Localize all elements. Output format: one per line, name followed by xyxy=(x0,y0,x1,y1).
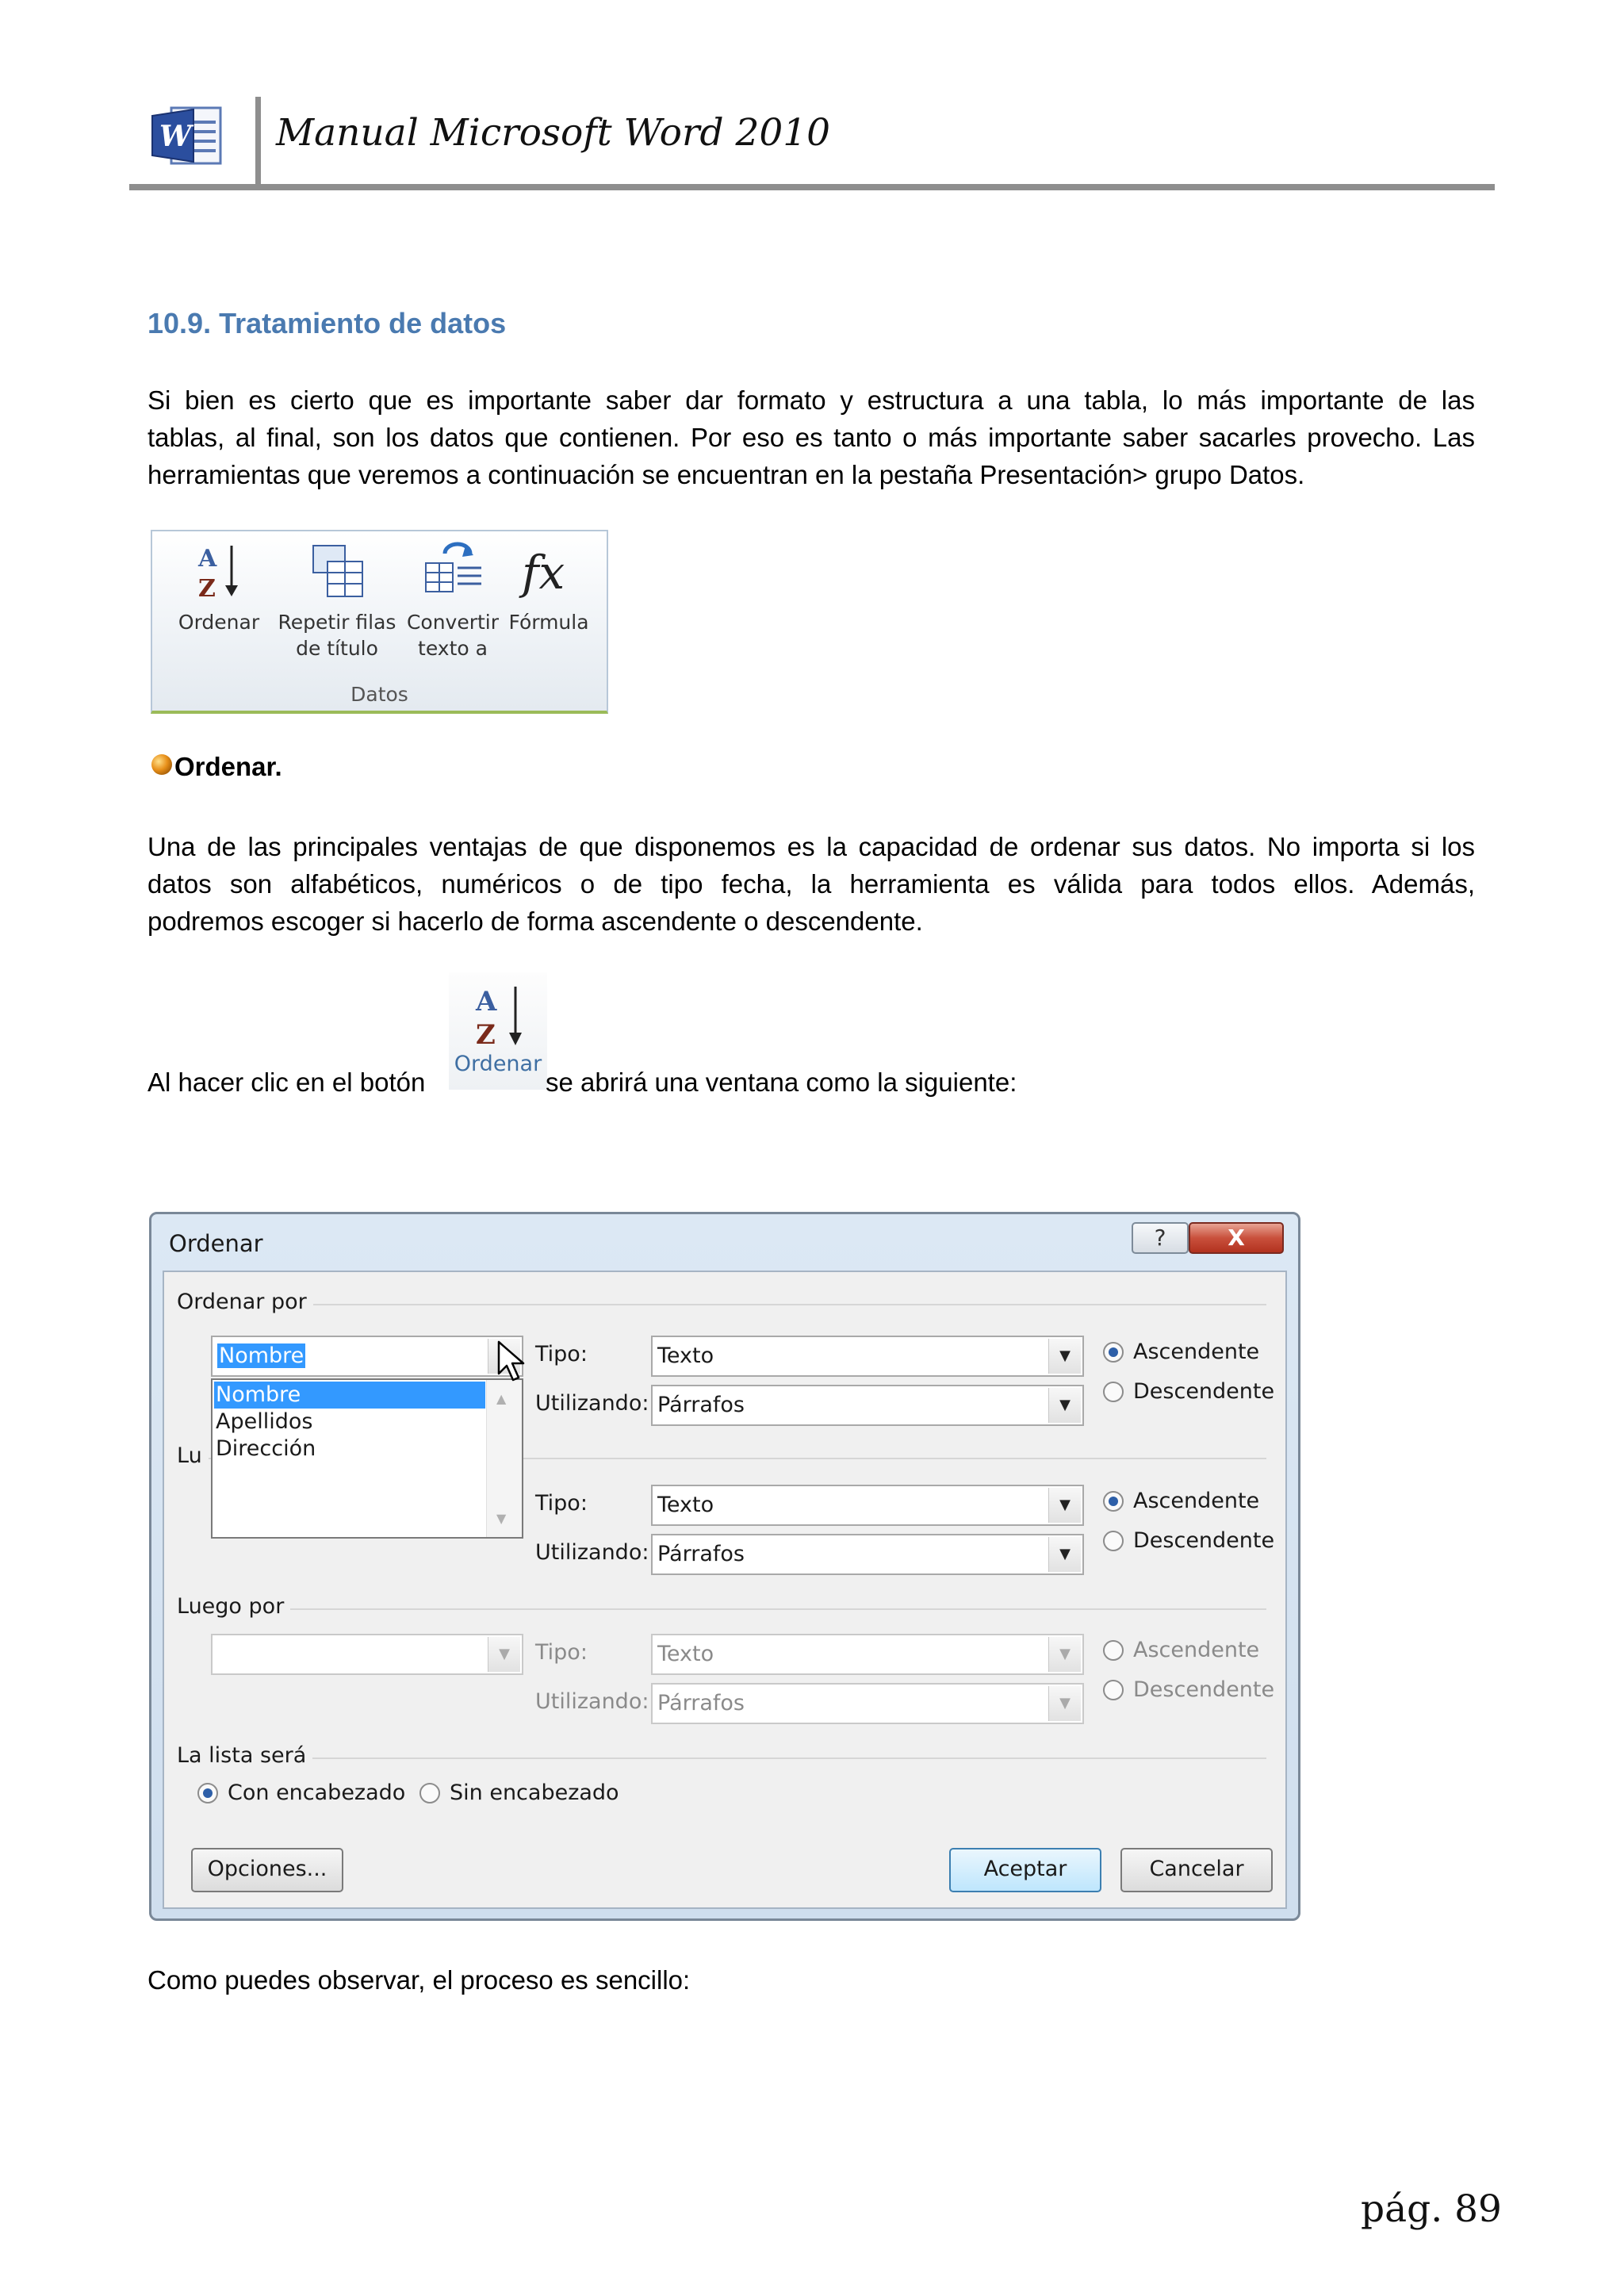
radio-label: Descendente xyxy=(1133,1677,1275,1702)
repeat-header-rows-icon xyxy=(305,539,369,603)
formula-fx-icon xyxy=(517,539,580,603)
dialog-title: Ordenar xyxy=(169,1230,263,1257)
mouse-cursor-icon xyxy=(497,1340,529,1385)
ascendente-radio-disabled xyxy=(1103,1637,1259,1662)
convert-text-icon xyxy=(421,539,485,603)
group-divider xyxy=(180,1304,1266,1305)
radio-label: Descendente xyxy=(1133,1379,1275,1404)
radio-indicator[interactable] xyxy=(1103,1342,1124,1363)
radio-indicator[interactable] xyxy=(419,1783,440,1803)
svg-text:W: W xyxy=(159,120,192,153)
help-button[interactable]: ? xyxy=(1132,1222,1189,1254)
inline-ordenar-label: Ordenar xyxy=(454,1052,542,1076)
inline-ordenar-button xyxy=(449,972,547,1090)
ascendente-radio[interactable] xyxy=(1103,1488,1259,1513)
paragraph-line: tablas, al final, son los datos que contienen. Por eso es tanto o más importante saber sacarles provecho. Las xyxy=(147,423,1475,452)
con-encabezado-radio[interactable] xyxy=(197,1780,405,1805)
radio-indicator[interactable] xyxy=(1103,1531,1124,1551)
utilizando-combo-disabled xyxy=(651,1683,1084,1724)
ribbon-repetir-filas-button[interactable] xyxy=(270,539,404,661)
ribbon-button-label: Ordenar xyxy=(178,611,260,634)
opciones-button[interactable]: Opciones... xyxy=(191,1848,343,1892)
click-instruction-text-end: se abrirá una ventana como la siguiente: xyxy=(546,1068,1017,1097)
combo-value: Párrafos xyxy=(657,1691,745,1715)
radio-label: Ascendente xyxy=(1133,1638,1260,1662)
ribbon-group-label: Datos xyxy=(350,683,408,706)
close-button[interactable]: X xyxy=(1189,1222,1284,1254)
scroll-up-icon[interactable]: ▲ xyxy=(496,1391,507,1406)
descendente-radio-disabled xyxy=(1103,1677,1274,1702)
tipo-combo[interactable] xyxy=(651,1485,1084,1526)
sort-az-icon xyxy=(195,539,243,603)
luego-por-label: Luego por xyxy=(177,1594,290,1619)
radio-indicator[interactable] xyxy=(197,1783,218,1803)
svg-text:Z: Z xyxy=(476,1019,496,1051)
ribbon-button-label: Fórmula xyxy=(508,611,589,634)
tipo-combo[interactable] xyxy=(651,1336,1084,1377)
section-title: 10.9. Tratamiento de datos xyxy=(147,307,507,339)
chevron-down-icon[interactable]: ▼ xyxy=(1048,1388,1081,1423)
aceptar-button[interactable]: Aceptar xyxy=(949,1848,1101,1892)
luego-por-label: Lu xyxy=(177,1443,209,1468)
radio-indicator xyxy=(1103,1680,1124,1700)
ordenar-paragraph xyxy=(147,828,1475,940)
chevron-down-icon: ▼ xyxy=(1048,1637,1081,1672)
svg-text:Z: Z xyxy=(198,575,216,603)
dialog-body xyxy=(163,1271,1287,1909)
header-title: Manual Microsoft Word 2010 xyxy=(276,111,831,155)
ordenar-dialog xyxy=(149,1212,1300,1921)
ribbon-button-label: Convertir xyxy=(406,611,500,634)
sort-column-combo-disabled xyxy=(211,1634,523,1675)
chevron-down-icon[interactable]: ▼ xyxy=(1048,1537,1081,1572)
bullet-icon xyxy=(151,754,172,775)
page-number: pág. 89 xyxy=(1361,2187,1502,2231)
click-instruction-text: Al hacer clic en el botón xyxy=(147,1068,426,1097)
chevron-down-icon[interactable]: ▼ xyxy=(1048,1339,1081,1374)
dropdown-option[interactable]: Nombre xyxy=(214,1382,485,1409)
paragraph-line: Una de las principales ventajas de que disponemos es la capacidad de ordenar sus datos. No importa si los xyxy=(147,832,1475,861)
ordenar-heading: Ordenar. xyxy=(174,752,282,781)
paragraph-line: herramientas que veremos a continuación se encuentran en la pestaña Presentación> grupo Datos. xyxy=(147,460,1305,489)
radio-indicator[interactable] xyxy=(1103,1491,1124,1512)
tipo-combo-disabled xyxy=(651,1634,1084,1675)
chevron-down-icon[interactable]: ▼ xyxy=(1048,1488,1081,1523)
radio-label: Sin encabezado xyxy=(450,1780,619,1805)
ribbon-formula-button[interactable] xyxy=(500,539,598,635)
ribbon-ordenar-button[interactable] xyxy=(163,539,274,635)
utilizando-combo[interactable] xyxy=(651,1385,1084,1426)
combo-value: Párrafos xyxy=(657,1393,745,1417)
paragraph-line: Si bien es cierto que es importante saber dar formato y estructura a una tabla, lo más importante de las xyxy=(147,385,1475,415)
cancelar-button[interactable]: Cancelar xyxy=(1120,1848,1273,1892)
ribbon-button-label: texto a xyxy=(418,637,488,660)
group-divider xyxy=(180,1608,1266,1610)
combo-value: Texto xyxy=(657,1343,714,1368)
combo-value: Nombre xyxy=(219,1343,304,1368)
descendente-radio[interactable] xyxy=(1103,1378,1274,1404)
intro-paragraph xyxy=(147,381,1475,493)
ascendente-radio[interactable] xyxy=(1103,1339,1259,1364)
svg-text:fx: fx xyxy=(522,546,565,600)
word-logo-icon xyxy=(147,102,227,170)
header-rule xyxy=(129,184,1495,190)
radio-label: Con encabezado xyxy=(228,1780,406,1805)
ribbon-button-label: de título xyxy=(296,637,378,660)
radio-label: Ascendente xyxy=(1133,1340,1260,1364)
ribbon-datos-group xyxy=(151,530,608,714)
tipo-label: Tipo: xyxy=(535,1491,588,1516)
combo-value: Párrafos xyxy=(657,1542,745,1566)
chevron-down-icon: ▼ xyxy=(488,1637,520,1672)
sort-az-icon xyxy=(449,972,547,1052)
chevron-down-icon: ▼ xyxy=(1048,1686,1081,1721)
utilizando-label: Utilizando: xyxy=(535,1391,649,1416)
paragraph-line: datos son alfabéticos, numéricos o de tipo fecha, la herramienta es válida para todos ellos. Además, xyxy=(147,869,1475,899)
combo-value: Texto xyxy=(657,1493,714,1517)
utilizando-label: Utilizando: xyxy=(535,1689,649,1714)
header-divider xyxy=(255,97,261,186)
scroll-down-icon[interactable]: ▼ xyxy=(496,1511,507,1526)
column-dropdown-list[interactable] xyxy=(211,1378,523,1539)
descendente-radio[interactable] xyxy=(1103,1527,1274,1553)
dropdown-option[interactable]: Dirección xyxy=(216,1436,316,1461)
combo-value: Texto xyxy=(657,1642,714,1666)
radio-indicator xyxy=(1103,1640,1124,1661)
utilizando-label: Utilizando: xyxy=(535,1540,649,1565)
lista-sera-label: La lista será xyxy=(177,1743,312,1768)
tipo-label: Tipo: xyxy=(535,1342,588,1366)
ordenar-por-label: Ordenar por xyxy=(177,1290,313,1314)
svg-text:A: A xyxy=(198,545,217,573)
radio-label: Ascendente xyxy=(1133,1489,1260,1513)
group-divider xyxy=(180,1757,1266,1759)
dropdown-scrollbar[interactable] xyxy=(486,1380,522,1537)
svg-text:A: A xyxy=(476,986,497,1018)
radio-label: Descendente xyxy=(1133,1528,1275,1553)
dropdown-option[interactable]: Apellidos xyxy=(216,1409,313,1434)
utilizando-combo[interactable] xyxy=(651,1534,1084,1575)
radio-indicator[interactable] xyxy=(1103,1382,1124,1402)
ribbon-button-label: Repetir filas xyxy=(278,611,396,634)
tipo-label: Tipo: xyxy=(535,1640,588,1665)
paragraph-line: podremos escoger si hacerlo de forma ascendente o descendente. xyxy=(147,907,923,936)
sin-encabezado-radio[interactable] xyxy=(419,1780,619,1805)
closing-paragraph: Como puedes observar, el proceso es sencillo: xyxy=(147,1965,691,1995)
sort-column-combo[interactable] xyxy=(211,1336,523,1377)
ribbon-convertir-button[interactable] xyxy=(401,539,504,661)
